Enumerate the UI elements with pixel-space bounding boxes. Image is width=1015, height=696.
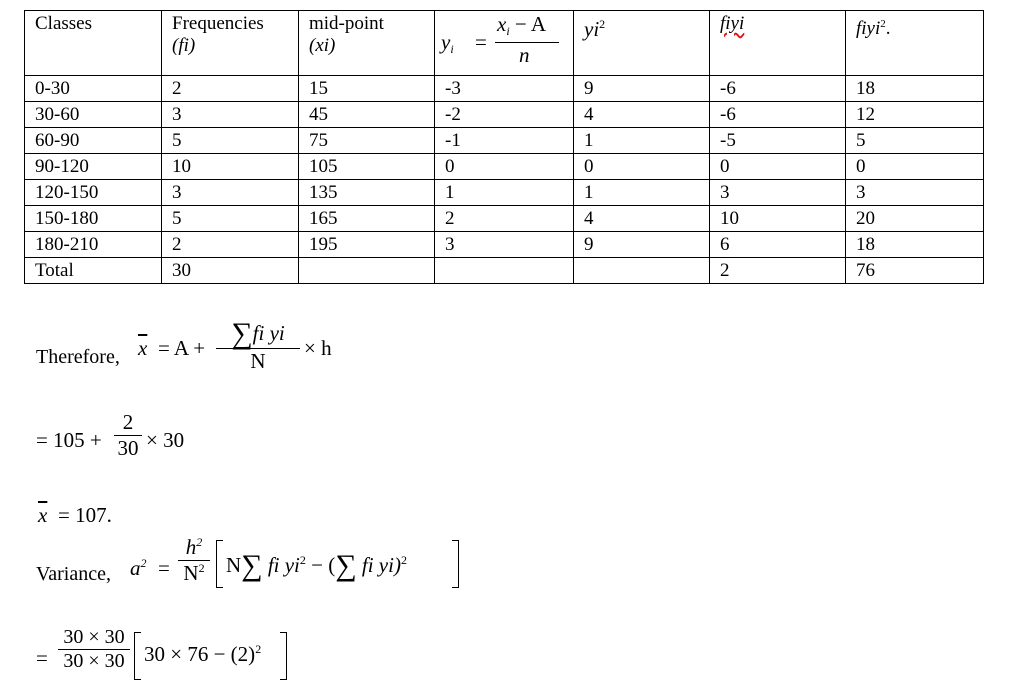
header-yi-formula: $y_i$ = $x_i - A$ n [435,11,574,76]
table-cell: 5 [162,206,299,232]
table-cell: -6 [710,76,846,102]
step2-right-bracket [280,632,287,680]
table-cell: 75 [299,128,435,154]
table-cell: 135 [299,180,435,206]
therefore-label: Therefore, [36,346,120,368]
mean-symbol: $\overline{x}$ [138,336,148,360]
table-cell [435,258,574,284]
step1-prefix: = 105 + [36,428,102,452]
header-fiyi-squared: fiyi$^2$. [846,11,984,76]
step2-body: $30 \times 76 - (2)^2$ [144,642,262,666]
table-cell: 1 [574,180,710,206]
mean-equals: = A + [158,336,206,360]
table-cell: -3 [435,76,574,102]
table-row [25,232,984,258]
total-row [25,258,984,284]
variance-fraction: $h^2$ $N^2$ [178,535,210,586]
table-row [25,128,984,154]
table-cell: 120-150 [25,180,162,206]
table-row [25,206,984,232]
table-row [25,180,984,206]
table-cell: 45 [299,102,435,128]
table-cell: 4 [574,206,710,232]
table-cell: 30-60 [25,102,162,128]
table-cell: 0 [435,154,574,180]
table-cell: 195 [299,232,435,258]
table-row [25,154,984,180]
header-yi-squared: $yi^2$ [574,11,710,76]
table-cell: 2 [435,206,574,232]
table-cell: 18 [846,232,984,258]
table-row [25,102,984,128]
table-row [25,76,984,102]
table-cell: 1 [574,128,710,154]
variance-label: Variance, [36,563,111,585]
table-cell: 30 [162,258,299,284]
table-cell: 76 [846,258,984,284]
table-cell: 1 [435,180,574,206]
table-cell: 0 [574,154,710,180]
table-cell: 10 [162,154,299,180]
table-cell: 60-90 [25,128,162,154]
step1-fraction: 2 30 [114,410,142,461]
table-cell: 2 [162,232,299,258]
table-cell: -2 [435,102,574,128]
frequency-table [24,10,984,284]
table-cell: 10 [710,206,846,232]
step2-fraction: 30 × 30 30 × 30 [58,626,130,673]
variance-symbol: $a^2$ [130,556,147,580]
table-cell: 165 [299,206,435,232]
step1-suffix: × 30 [146,428,185,452]
variance-body: N∑ fi $yi^2$ − (∑ fi yi)$^2$ [226,549,407,582]
table-cell: 0-30 [25,76,162,102]
header-fiyi: fiyi [710,11,846,76]
table-cell: 18 [846,76,984,102]
table-cell: -5 [710,128,846,154]
variance-equals: = [158,556,170,580]
table-cell: 3 [162,102,299,128]
table-cell: 2 [710,258,846,284]
table-cell: 2 [162,76,299,102]
table-cell: Total [25,258,162,284]
table-cell [574,258,710,284]
table-cell: 12 [846,102,984,128]
table-cell: 9 [574,76,710,102]
table-cell [299,258,435,284]
header-frequencies: Frequencies (fi) [162,11,299,76]
table-cell: 180-210 [25,232,162,258]
step2-left-bracket [134,632,141,680]
table-cell: 5 [162,128,299,154]
table-header-row [25,11,984,76]
variance-left-bracket [216,540,223,588]
table-cell: 5 [846,128,984,154]
mean-fraction: ∑fi yi N [216,314,300,374]
table-cell: 90-120 [25,154,162,180]
table-cell: 15 [299,76,435,102]
table-cell: 4 [574,102,710,128]
table-cell: -1 [435,128,574,154]
table-cell: 0 [846,154,984,180]
table-cell: 3 [435,232,574,258]
table-cell: 6 [710,232,846,258]
result-value: = 107. [58,503,112,527]
table-cell: 9 [574,232,710,258]
result-symbol: $\overline{x}$ [38,503,48,527]
table-cell: -6 [710,102,846,128]
table-cell: 3 [846,180,984,206]
mean-times-h: × h [304,336,332,360]
table-cell: 3 [162,180,299,206]
table-cell: 150-180 [25,206,162,232]
header-mid-point: mid-point (xi) [299,11,435,76]
table-cell: 20 [846,206,984,232]
variance-right-bracket [452,540,459,588]
step2-prefix: = [36,646,48,670]
header-classes: Classes [25,11,162,76]
table-cell: 0 [710,154,846,180]
table-cell: 3 [710,180,846,206]
table-cell: 105 [299,154,435,180]
